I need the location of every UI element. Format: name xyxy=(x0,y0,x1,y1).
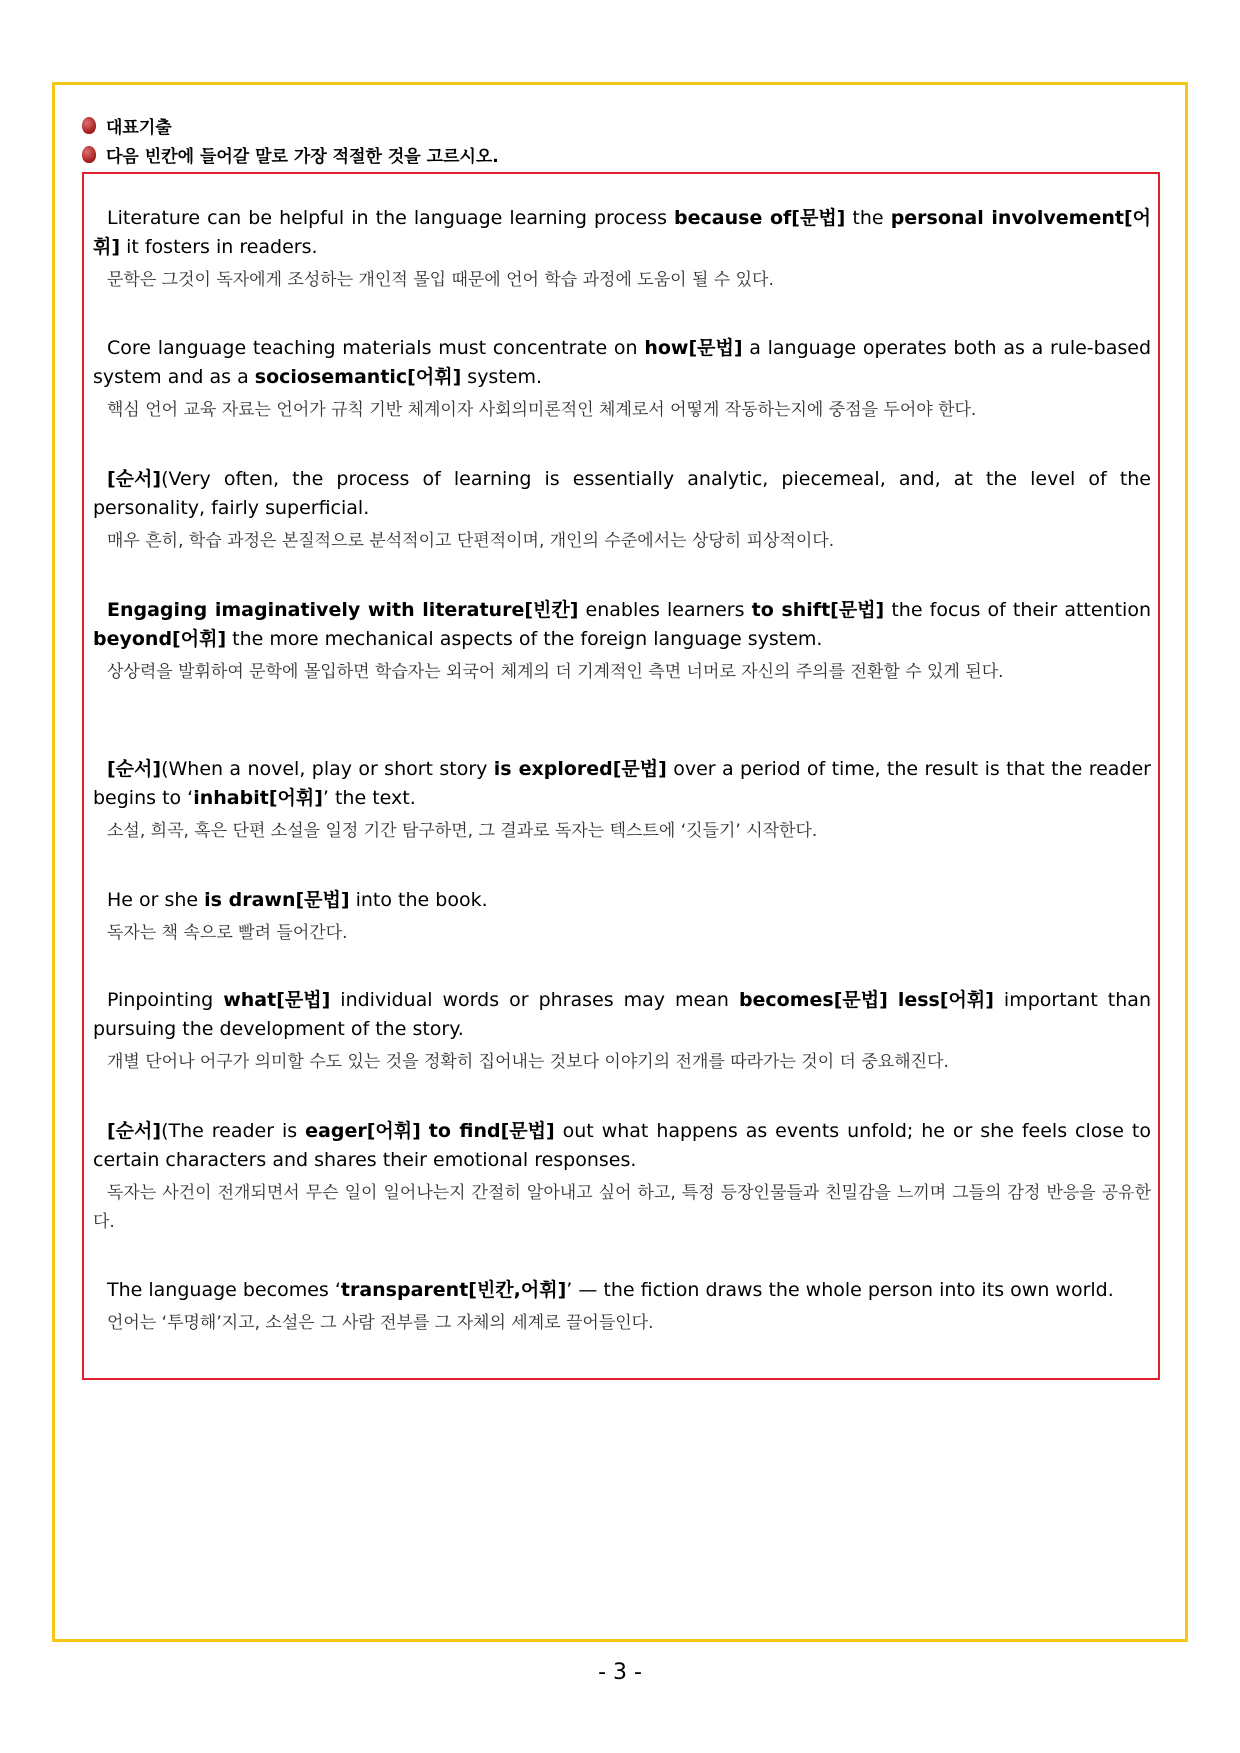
passage-text: Core language teaching materials must concentrate on xyxy=(107,337,645,359)
bullet-icon xyxy=(82,117,96,134)
annotated-phrase: transparent[빈칸,어휘] xyxy=(340,1279,567,1301)
passage-english xyxy=(93,886,1151,915)
passage xyxy=(93,334,1151,425)
passage-text: a language operates both as a rule-based system and as a xyxy=(93,337,1152,388)
annotated-phrase: sociosemantic[어휘] xyxy=(254,366,462,388)
passage-english xyxy=(93,334,1151,392)
passage-korean: 독자는 사건이 전개되면서 무슨 일이 일어나는지 간절히 알아내고 싶어 하고, 특정 등장인물들과 친밀감을 느끼며 그들의 감정 반응을 공유한다. xyxy=(93,1183,1151,1232)
passage xyxy=(93,465,1151,556)
passage-text: system. xyxy=(461,366,543,388)
annotated-phrase: how[문법] xyxy=(644,337,743,359)
passage xyxy=(93,1117,1151,1237)
annotated-phrase: [순서] xyxy=(107,758,162,780)
bullet-icon xyxy=(82,146,96,163)
annotated-phrase: personal involvement[어휘] xyxy=(93,207,1151,258)
annotated-phrase: Engaging imaginatively with literature[빈칸] xyxy=(107,599,579,621)
annotated-phrase: eager[어휘] xyxy=(305,1120,421,1142)
passage xyxy=(93,204,1151,295)
passage-text: over a period of time, the result is that the reader begins to ‘ xyxy=(93,758,1151,809)
passage-korean: 소설, 희곡, 혹은 단편 소설을 일정 기간 탐구하면, 그 결과로 독자는 텍스트에 ‘깃들기’ 시작한다. xyxy=(107,821,818,841)
passage-english xyxy=(93,596,1151,654)
passage xyxy=(93,1276,1151,1338)
instruction-text: 다음 빈칸에 들어갈 말로 가장 적절한 것을 고르시오. xyxy=(106,146,499,167)
passage-english xyxy=(93,986,1151,1044)
annotated-phrase: [순서] xyxy=(107,1120,162,1142)
passage-text: The language becomes ‘ xyxy=(107,1279,341,1301)
passage-korean: 상상력을 발휘하여 문학에 몰입하면 학습자는 외국어 체계의 더 기계적인 측면 너머로 자신의 주의를 전환할 수 있게 된다. xyxy=(107,662,1004,682)
annotated-phrase: becomes[문법] xyxy=(738,989,888,1011)
passage-english xyxy=(93,755,1151,813)
passage-text xyxy=(421,1120,429,1142)
passage-text: Literature can be helpful in the language learning process xyxy=(107,207,675,229)
passage-text: Pinpointing xyxy=(107,989,224,1011)
passage-english xyxy=(93,204,1151,262)
passage-text: into the book. xyxy=(349,889,488,911)
passage-text: ’ the text. xyxy=(322,787,416,809)
passage-text: it fosters in readers. xyxy=(120,236,318,258)
annotated-phrase: beyond[어휘] xyxy=(93,628,227,650)
passage-english xyxy=(93,465,1151,523)
annotated-phrase: to find[문법] xyxy=(428,1120,555,1142)
passage-english xyxy=(93,1276,1151,1305)
section-label xyxy=(82,111,172,139)
passage-text: important than pursuing the development of the story. xyxy=(93,989,1151,1040)
annotated-phrase: is explored[문법] xyxy=(493,758,667,780)
passage-text xyxy=(888,989,898,1011)
passage-korean: 독자는 책 속으로 빨려 들어간다. xyxy=(107,923,348,943)
passage xyxy=(93,755,1151,846)
passage-text: out what happens as events unfold; he or she feels close to certain characters and shares their emotional responses. xyxy=(93,1120,1152,1171)
passage-korean: 문학은 그것이 독자에게 조성하는 개인적 몰입 때문에 언어 학습 과정에 도움이 될 수 있다. xyxy=(107,270,774,290)
passage-korean: 핵심 언어 교육 자료는 언어가 규칙 기반 체계이자 사회의미론적인 체계로서 어떻게 작동하는지에 중점을 두어야 한다. xyxy=(107,400,977,420)
passage-text: (When a novel, play or short story xyxy=(161,758,494,780)
passage-korean: 언어는 ‘투명해’지고, 소설은 그 사람 전부를 그 자체의 세계로 끌어들인다. xyxy=(107,1313,654,1333)
passage xyxy=(93,986,1151,1077)
annotated-phrase: [순서] xyxy=(107,468,162,490)
page-number: - 3 - xyxy=(598,1660,642,1685)
passage-text: He or she xyxy=(107,889,205,911)
passage-korean: 개별 단어나 어구가 의미할 수도 있는 것을 정확히 집어내는 것보다 이야기의 전개를 따라가는 것이 더 중요해진다. xyxy=(107,1052,949,1072)
annotated-phrase: to shift[문법] xyxy=(751,599,885,621)
passage xyxy=(93,886,1151,948)
annotated-phrase: inhabit[어휘] xyxy=(193,787,323,809)
passage-text: the focus of their attention xyxy=(884,599,1151,621)
passage-text: (The reader is xyxy=(161,1120,306,1142)
annotated-phrase: what[문법] xyxy=(223,989,331,1011)
passage-text: the xyxy=(845,207,891,229)
passage-text: ’ — the fiction draws the whole person into its own world. xyxy=(566,1279,1114,1301)
annotated-phrase: less[어휘] xyxy=(897,989,994,1011)
passage-text: enables learners xyxy=(578,599,752,621)
passage-korean: 매우 흔히, 학습 과정은 본질적으로 분석적이고 단편적이며, 개인의 수준에서는 상당히 피상적이다. xyxy=(107,531,835,551)
instruction xyxy=(82,140,499,168)
passage xyxy=(93,596,1151,687)
annotated-phrase: is drawn[문법] xyxy=(204,889,350,911)
annotated-phrase: because of[문법] xyxy=(674,207,846,229)
passage-text: individual words or phrases may mean xyxy=(330,989,739,1011)
passage-text: (Very often, the process of learning is essentially analytic, piecemeal, and, at the level of the personality, fairly superficial. xyxy=(93,468,1151,519)
passage-english xyxy=(93,1117,1151,1175)
section-label-text: 대표기출 xyxy=(106,117,172,138)
passage-text: the more mechanical aspects of the foreign language system. xyxy=(226,628,823,650)
